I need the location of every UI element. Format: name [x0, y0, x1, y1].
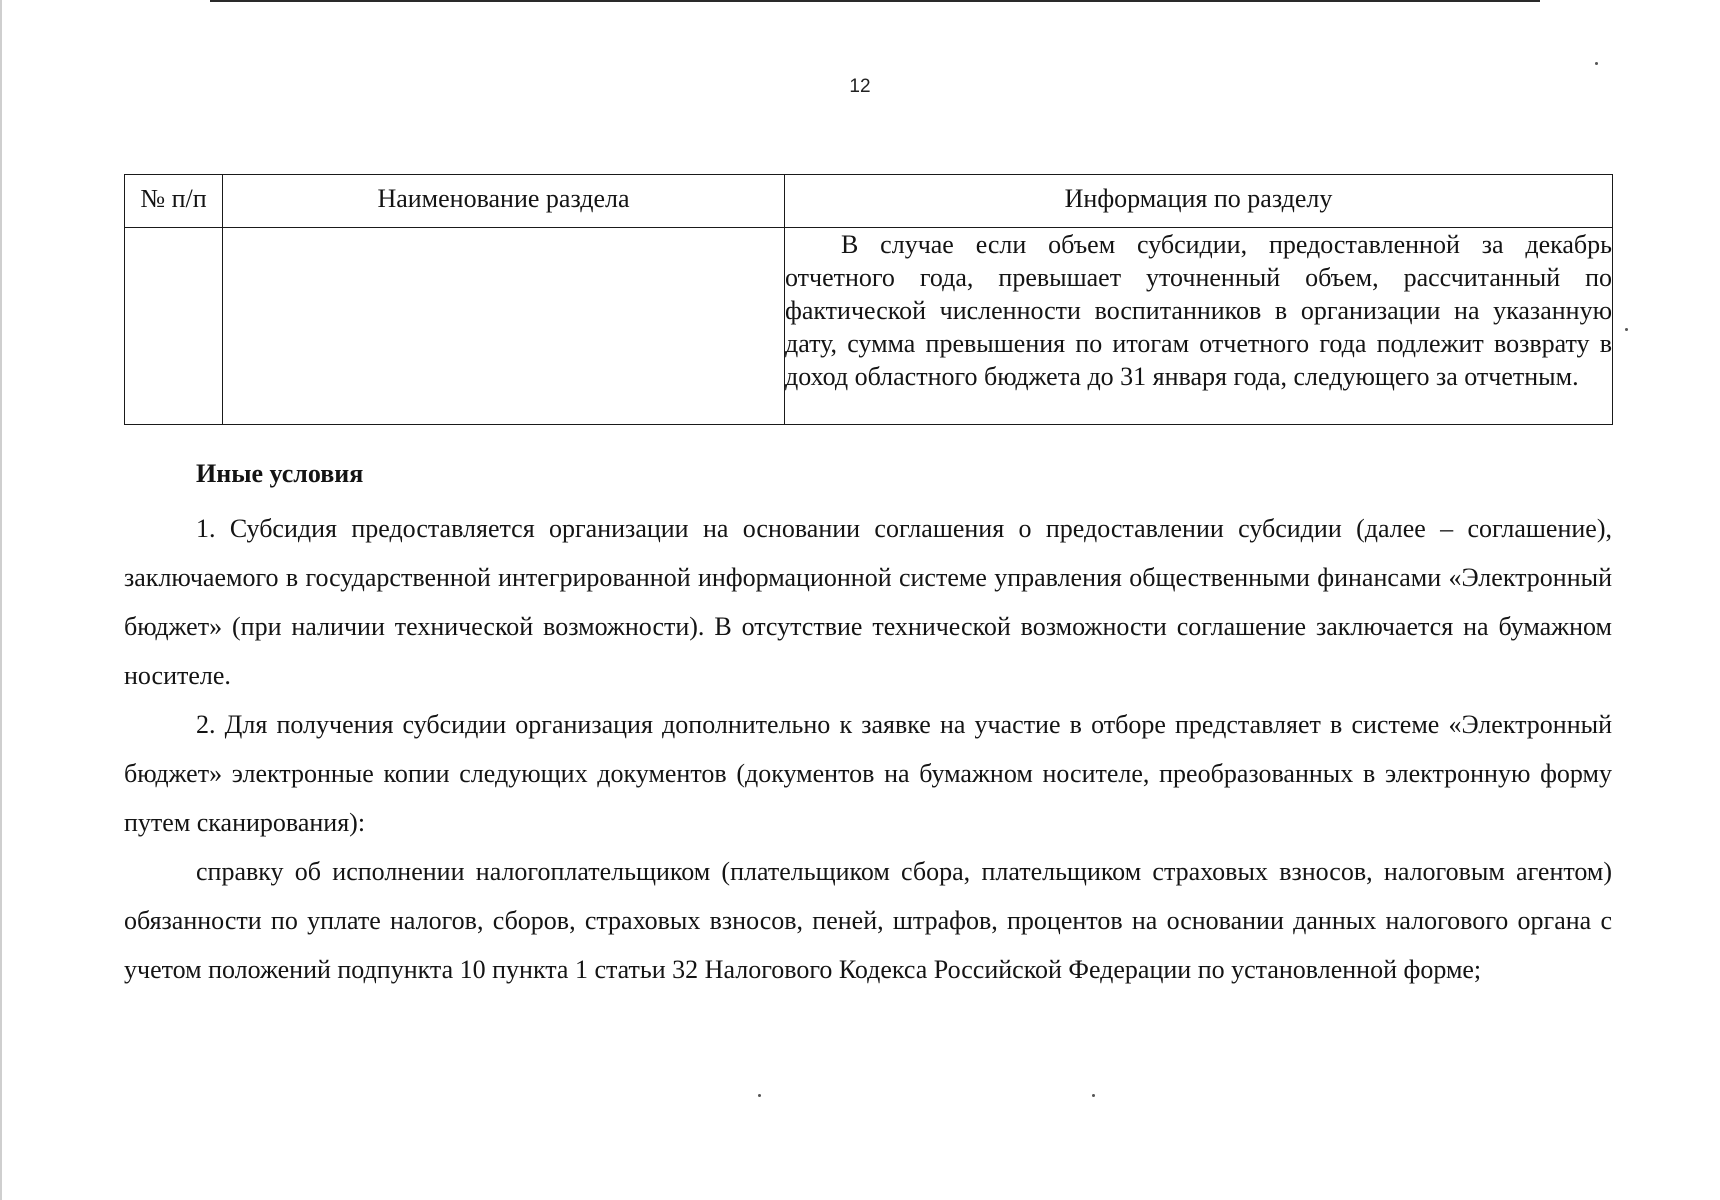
scan-speck	[1092, 1094, 1095, 1097]
paragraph-3: справку об исполнении налогоплательщиком (плательщиком сбора, плательщиком страховых взносов, налоговым агентом) обязанности по уплате налогов, сборов, страховых взносов, пеней, штрафов, процентов на основании данных налогового органа с учетом положений подпункта 10 пункта 1 статьи 32 Налогового Кодекса Российской Федерации по установленной форме;	[124, 857, 1612, 984]
paragraph-2: 2. Для получения субсидии организация дополнительно к заявке на участие в отборе представляет в системе «Электронный бюджет» электронные копии следующих документов (документов на бумажном носителе, преобразованных в электронную форму путем сканирования):	[124, 710, 1612, 837]
page-number: 12	[849, 76, 871, 97]
table-row	[125, 228, 1613, 425]
row-number-cell	[125, 228, 223, 425]
row-info-cell: В случае если объем субсидии, предоставленной за декабрь отчетного года, превышает уточненный объем, рассчитанный по фактической численности воспитанников в организации на указанную дату, сумма превышения по итогам отчетного года подлежит возврату в доход областного бюджета до 31 января года, следующего за отчетным.	[785, 228, 1613, 425]
table-header-row	[125, 175, 1613, 228]
header-section-info: Информация по разделу	[785, 175, 1613, 228]
document-body	[124, 456, 1612, 994]
section-table	[124, 174, 1613, 425]
top-rule	[210, 0, 1540, 2]
header-number: № п/п	[125, 175, 223, 228]
header-section-name: Наименование раздела	[223, 175, 785, 228]
scan-left-edge	[0, 0, 2, 1200]
scan-speck	[758, 1094, 761, 1097]
scan-speck	[1595, 62, 1598, 65]
section-heading: Иные условия	[196, 459, 364, 488]
row-name-cell	[223, 228, 785, 425]
paragraph-1: 1. Субсидия предоставляется организации на основании соглашения о предоставлении субсидии (далее – соглашение), заключаемого в государственной интегрированной информационной системе управления общественными финансами «Электронный бюджет» (при наличии технической возможности). В отсутствие технической возможности соглашение заключается на бумажном носителе.	[124, 514, 1612, 690]
scan-speck	[1625, 328, 1628, 331]
